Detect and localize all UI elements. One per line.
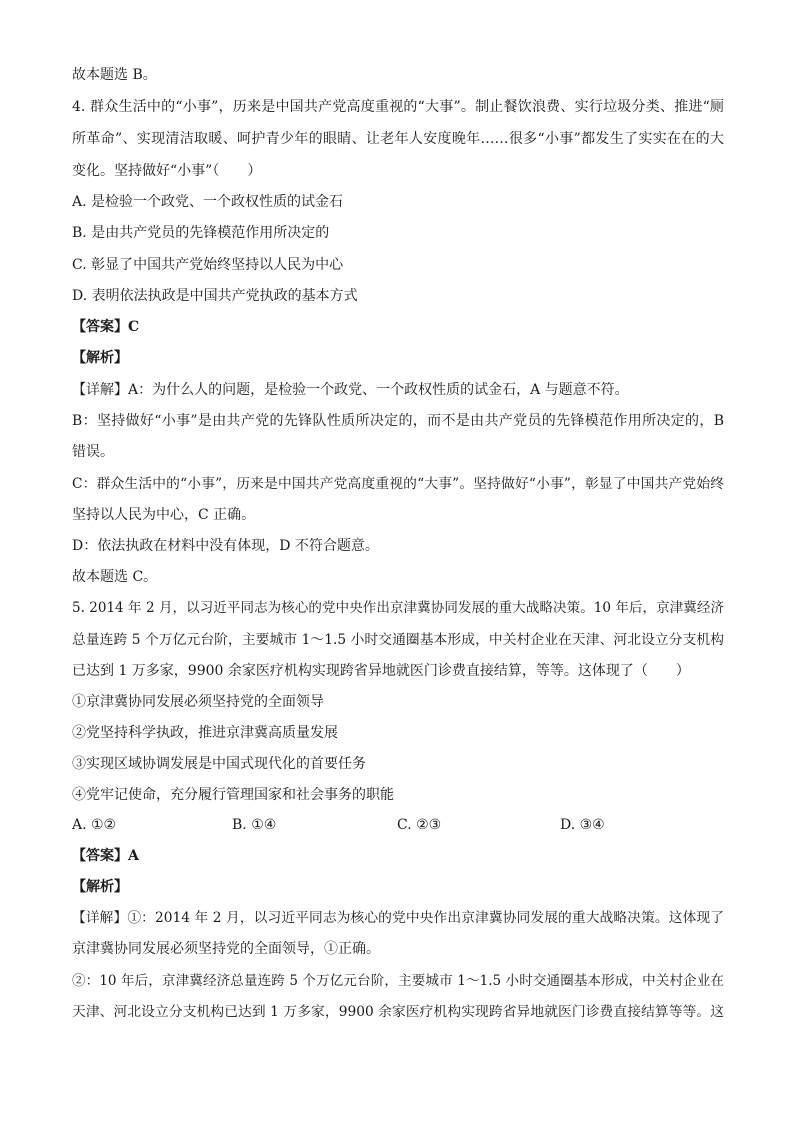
question-4-answer: 【答案】C — [72, 319, 140, 335]
question-4-option-c: C. 彰显了中国共产党始终坚持以人民为中心 — [72, 257, 344, 273]
question-5-analysis-heading: 【解析】 — [72, 879, 128, 895]
conclusion-q4: 故本题选 C。 — [72, 569, 158, 585]
question-4-analysis-heading: 【解析】 — [72, 350, 128, 366]
question-5-statement-4: ④党牢记使命，充分履行管理国家和社会事务的职能 — [72, 787, 394, 803]
question-5-stem-line-2: 总量连跨 5 个万亿元台阶，主要城市 1～1.5 小时交通圈基本形成，中关村企业在天津、河北设立分支机构 — [72, 632, 724, 648]
question-4-stem-line-3: 变化。坚持做好“小事”（ ） — [72, 163, 262, 179]
question-5-options — [72, 815, 724, 835]
question-4-detail-a: 【详解】A：为什么人的问题，是检验一个政党、一个政权性质的试金石，A 与题意不符。 — [72, 382, 629, 398]
question-5-answer: 【答案】A — [72, 848, 139, 864]
question-4-option-b: B. 是由共产党员的先锋模范作用所决定的 — [72, 225, 330, 241]
question-4-stem-line-2: 所革命”、实现清洁取暖、呵护青少年的眼睛、让老年人安度晚年……很多“小事”都发生了实实在在的大 — [72, 131, 724, 147]
question-4-detail-c-line-1: C：群众生活中的“小事”，历来是中国共产党高度重视的“大事”。坚持做好“小事”，彰显了中国共产党始终 — [72, 476, 724, 492]
question-5-option-c: C. ②③ — [397, 817, 442, 833]
question-5-statement-2: ②党坚持科学执政，推进京津冀高质量发展 — [72, 725, 338, 741]
question-4-detail-b-line-2: 错误。 — [72, 444, 114, 460]
question-4-detail-c-line-2: 坚持以人民为中心，C 正确。 — [72, 507, 256, 523]
question-4-option-d: D. 表明依法执政是中国共产党执政的基本方式 — [72, 288, 358, 304]
question-5-option-a: A. ①② — [72, 817, 117, 833]
question-5-stem-line-3: 已达到 1 万多家，9900 余家医疗机构实现跨省异地就医门诊费直接结算，等等。这体现了（ ） — [72, 663, 690, 679]
question-5-stem-line-1: 5. 2014 年 2 月，以习近平同志为核心的党中央作出京津冀协同发展的重大战略决策。10 年后，京津冀经济 — [72, 600, 724, 616]
question-4-stem-line-1: 4. 群众生活中的“小事”，历来是中国共产党高度重视的“大事”。制止餐饮浪费、实行垃圾分类、推进“厕 — [72, 99, 724, 115]
question-5-detail-2-line-1: ②：10 年后，京津冀经济总量连跨 5 个万亿元台阶，主要城市 1～1.5 小时交通圈基本形成，中关村企业在 — [72, 973, 724, 989]
question-5-option-d: D. ③④ — [560, 817, 605, 833]
question-4-detail-d: D：依法执政在材料中没有体现，D 不符合题意。 — [72, 538, 379, 554]
question-5-detail-2-line-2: 天津、河北设立分支机构已达到 1 万多家，9900 余家医疗机构实现跨省异地就医门诊费直接结算等等。这 — [72, 1004, 724, 1020]
question-5-detail-1-line-1: 【详解】①：2014 年 2 月，以习近平同志为核心的党中央作出京津冀协同发展的重大战略决策。这体现了 — [72, 910, 724, 926]
question-5-statement-1: ①京津冀协同发展必须坚持党的全面领导 — [72, 694, 324, 710]
question-5-option-b: B. ①④ — [232, 817, 277, 833]
question-4-option-a: A. 是检验一个政党、一个政权性质的试金石 — [72, 194, 344, 210]
question-5-detail-1-line-2: 京津冀协同发展必须坚持党的全面领导，①正确。 — [72, 941, 380, 957]
question-5-statement-3: ③实现区域协调发展是中国式现代化的首要任务 — [72, 756, 366, 772]
conclusion-q3: 故本题选 B。 — [72, 67, 157, 83]
question-4-detail-b-line-1: B：坚持做好“小事”是由共产党的先锋队性质所决定的，而不是由共产党员的先锋模范作用所决定的，B — [72, 413, 724, 429]
